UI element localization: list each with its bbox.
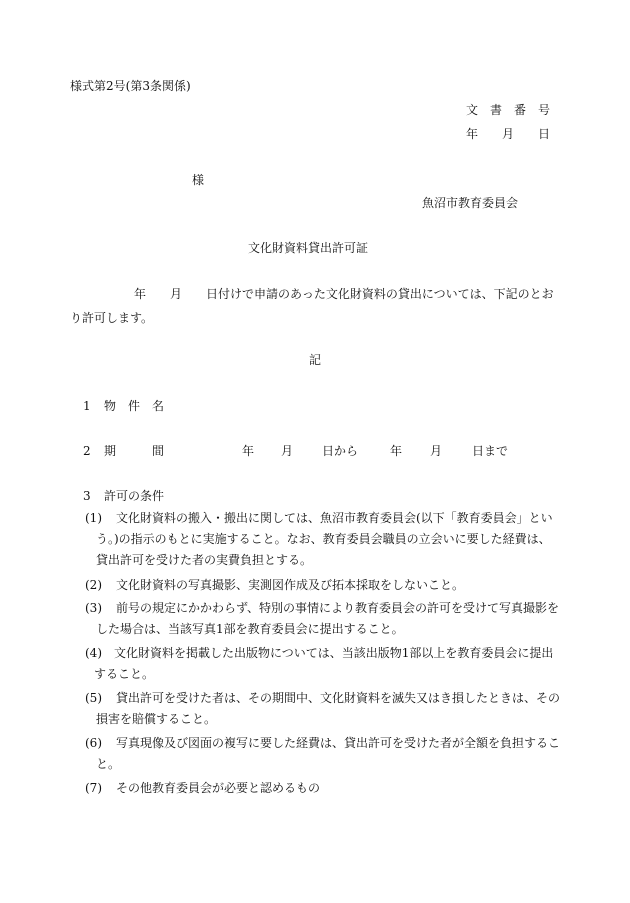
item-2-start-year: 年 — [242, 444, 255, 458]
date-line: 年 月 日 — [466, 127, 551, 141]
condition-7-number: (7) — [85, 781, 102, 795]
issuer-name: 魚沼市教育委員会 — [422, 196, 519, 210]
addressee-suffix: 様 — [192, 173, 205, 187]
condition-4-text: 文化財資料を掲載した出版物については、当該出版物1部以上を教育委員会に提出すること。 — [94, 646, 554, 681]
item-2-row — [0, 443, 630, 459]
item-2-end-month: 月 — [430, 444, 443, 458]
body-paragraph: 年 月 日付けで申請のあった文化財資料の貸出については、下記のとおり許可します。 — [70, 287, 554, 325]
condition-5-number: (5) — [85, 691, 102, 705]
item-3-label: 許可の条件 — [104, 489, 165, 503]
document-title: 文化財資料貸出許可証 — [248, 241, 369, 255]
item-2-number: 2 — [83, 444, 91, 458]
item-2-end-day: 日まで — [472, 444, 509, 458]
condition-6-text: 写真現像及び図面の複写に要した経費は、貸出許可を受けた者が全額を負担すること。 — [96, 736, 561, 771]
item-3-number: 3 — [83, 489, 91, 503]
item-2-label: 期 間 — [104, 444, 165, 458]
form-label: 様式第2号(第3条関係) — [70, 79, 191, 93]
document-number-label: 文 書 番 号 — [466, 103, 551, 117]
condition-1-text: 文化財資料の搬入・搬出に関しては、魚沼市教育委員会(以下「教育委員会」という。)の指示のもとに実施すること。なお、教育委員会職員の立会いに要した経費は、貸出許可を受けた者の実費負担とする。 — [96, 511, 553, 567]
ki-heading: 記 — [309, 353, 322, 367]
item-1-row — [0, 398, 630, 414]
item-3-row — [0, 488, 630, 504]
item-2-end-year: 年 — [390, 444, 403, 458]
condition-6-number: (6) — [85, 736, 102, 750]
item-1-label: 物 件 名 — [104, 399, 165, 413]
condition-4-number: (4) — [85, 646, 102, 660]
condition-2-number: (2) — [85, 578, 102, 592]
item-2-start-day: 日から — [322, 444, 359, 458]
condition-3-text: 前号の規定にかかわらず、特別の事情により教育委員会の許可を受けて写真撮影をした場合は、当該写真1部を教育委員会に提出すること。 — [96, 601, 560, 636]
condition-1-number: (1) — [85, 511, 102, 525]
item-1-number: 1 — [83, 399, 91, 413]
condition-3-number: (3) — [85, 601, 102, 615]
item-2-start-month: 月 — [281, 444, 294, 458]
condition-2-text: 文化財資料の写真撮影、実測図作成及び拓本採取をしないこと。 — [116, 578, 465, 592]
condition-7-text: その他教育委員会が必要と認めるもの — [116, 781, 321, 795]
condition-5-text: 貸出許可を受けた者は、その期間中、文化財資料を滅失又はき損したときは、その損害を賠償すること。 — [96, 691, 561, 726]
